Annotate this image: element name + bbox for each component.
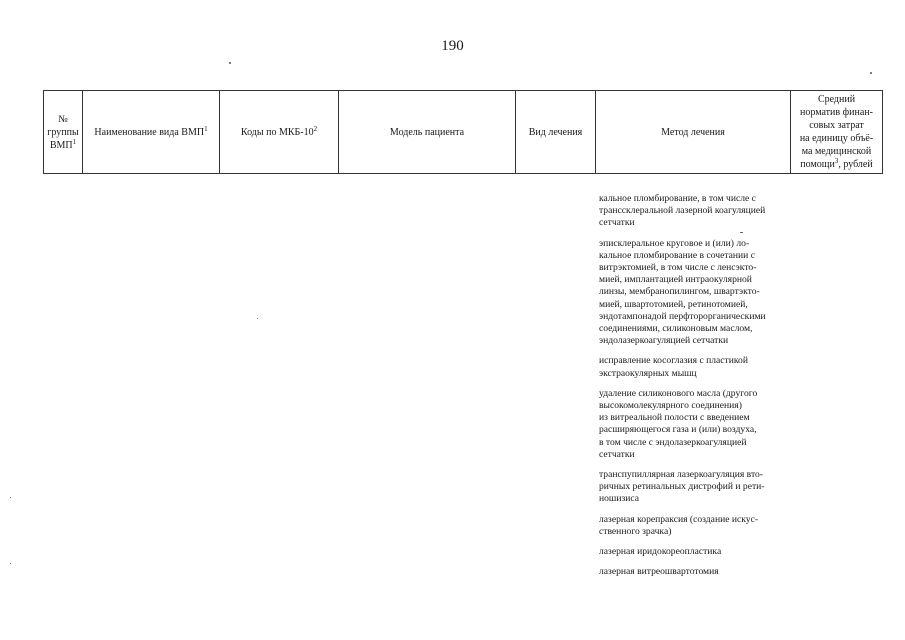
header-vmp-name-text: Наименование вида ВМП [94,126,205,138]
treatment-method-line: линзы, мембранопилингом, швартэкто- [599,286,760,298]
treatment-method-line: исправление косоглазия с пластикой [599,355,748,367]
treatment-method-line: кальное пломбирование, в том числе с [599,193,756,204]
treatment-method-line: из витреальной полости с введением [599,412,750,424]
treatment-method-line: в том числе с эндолазеркоагуляцией [599,436,747,448]
treatment-method-line: ственного зрачка) [599,525,672,537]
header-icd-codes [220,91,339,174]
treatment-method-line: витрэктомией, в том числе с ленсэкто- [599,262,757,274]
treatment-method-line: эписклеральное круговое и (или) ло- [599,237,750,249]
footnote-mark: 3 [834,157,839,165]
header-cost-line-4: на единицу объё- [799,133,874,144]
treatment-method-line: высокомолекулярного соединения) [599,400,742,412]
treatment-method-line: расширяющегося газа и (или) воздуха, [599,424,757,436]
treatment-method-line: лазерная витреошвартотомия [599,566,719,578]
header-cost-line-5: ма медицинской [801,146,872,157]
treatment-method-item [599,238,799,348]
treatment-method-line: транссклеральной лазерной коагуляцией [599,205,766,217]
treatment-method-list [599,193,799,586]
treatment-method-item [599,388,799,461]
scan-speck [740,232,743,233]
scan-speck [10,497,11,498]
treatment-method-line: ношизиса [599,493,640,505]
header-group-number [44,91,83,174]
footnote-mark: 1 [204,124,208,133]
scan-speck [870,72,872,74]
header-icd-codes-text: Коды по МКБ-10 [240,126,314,138]
treatment-method-line: транспупиллярная лазеркоагуляция вто- [599,469,764,481]
header-treatment-method: Метод лечения [596,91,791,174]
treatment-method-line: эндотампонадой перфторорганическими [599,310,766,322]
header-treatment-type: Вид лечения [516,91,596,174]
treatment-method-item [599,566,799,578]
header-cost-line-2: норматив финан- [800,107,873,118]
treatment-method-line: экстраокулярных мышц [599,367,697,379]
treatment-method-item [599,469,799,506]
treatment-method-line: сетчатки [599,448,635,460]
treatment-method-item [599,514,799,538]
footnote-mark: 1 [72,137,77,146]
scan-speck [10,563,11,564]
footnote-mark: 2 [313,124,318,133]
treatment-method-line: удаление силиконового масла (другого [599,387,758,399]
header-vmp-name [83,91,220,174]
scan-speck [229,62,231,64]
header-cost-line-6: помощи [800,159,835,170]
treatment-method-item [599,193,799,230]
header-cost-line-3: совых затрат [809,120,864,131]
header-cost-suffix: , рублей [838,159,873,170]
header-group-number-line-2: группы [47,126,79,138]
header-group-number-line-3: ВМП [49,139,73,151]
treatment-method-line: лазерная корепраксия (создание искус- [599,513,759,525]
page-number: 190 [441,38,464,54]
header-cost-standard [791,91,883,174]
treatment-method-line: ричных ретинальных дистрофий и рети- [599,481,765,493]
header-cost-line-1: Средний [817,94,856,105]
header-group-number-line-1: № [58,113,68,125]
treatment-method-line: сетчатки [599,217,635,229]
treatment-method-line: эндолазеркоагуляцией сетчатки [599,335,729,347]
table-header [43,90,883,174]
header-patient-model: Модель пациента [339,91,516,174]
treatment-method-line: соединениями, силиконовым маслом, [599,323,753,335]
treatment-method-line: лазерная иридокореопластика [599,546,722,558]
treatment-method-line: кальное пломбирование в сочетании с [599,249,755,261]
scan-speck [257,318,258,319]
treatment-method-line: мией, швартотомией, ретинотомией, [599,298,748,310]
treatment-method-item [599,546,799,558]
treatment-method-item [599,355,799,379]
treatment-method-line: мией, имплантацией интраокулярной [599,274,752,286]
